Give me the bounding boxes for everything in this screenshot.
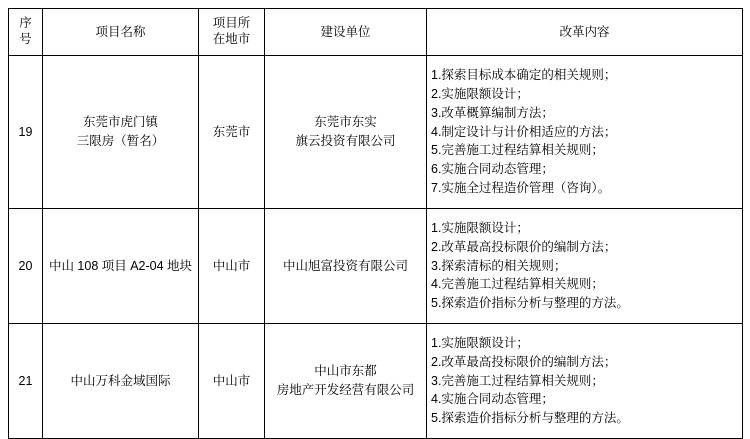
project-name-line: 中山 108 项目 A2-04 地块 <box>48 258 193 273</box>
row-number: 21 <box>9 324 43 439</box>
table-header-row <box>9 9 743 56</box>
reform-content-line: 4.制定设计与计价相适应的方法； <box>431 124 617 139</box>
table-body <box>9 56 743 439</box>
reform-content-line: 1.实施限额设计； <box>431 221 529 236</box>
column-header-no-line-2: 号 <box>19 32 32 46</box>
reform-content-line: 3.探索清标的相关规则； <box>431 258 567 273</box>
project-name-line: 三限房（暂名） <box>76 134 165 148</box>
reform-content-line: 2.实施限额设计； <box>431 87 529 102</box>
row-number: 20 <box>9 209 43 324</box>
column-header-no <box>9 9 43 56</box>
project-city: 中山市 <box>199 324 265 439</box>
project-name-line: 中山万科金域国际 <box>70 373 171 388</box>
table-row <box>9 56 743 209</box>
column-header-reform-content: 改革内容 <box>427 9 743 56</box>
reform-content-line: 4.实施合同动态管理； <box>431 392 554 407</box>
project-name <box>43 56 199 209</box>
table-header <box>9 9 743 56</box>
table-row <box>9 324 743 439</box>
construction-unit-line: 东莞市东实 <box>314 115 377 130</box>
project-city: 中山市 <box>199 209 265 324</box>
construction-unit-line: 旗云投资有限公司 <box>295 134 396 148</box>
reform-content-line: 2.改革最高投标限价的编制方法； <box>431 239 617 254</box>
column-header-city-line-1: 项目所 <box>212 16 251 31</box>
column-header-project-name: 项目名称 <box>43 9 199 56</box>
column-header-no-line-1: 序 <box>19 16 32 31</box>
project-name-line: 东莞市虎门镇 <box>82 115 158 130</box>
project-city: 东莞市 <box>199 56 265 209</box>
reform-content-line: 6.实施合同动态管理； <box>431 162 554 177</box>
reform-projects-table <box>8 8 743 439</box>
construction-unit <box>265 324 427 439</box>
column-header-construction-unit: 建设单位 <box>265 9 427 56</box>
column-header-city-line-2: 在地市 <box>212 32 251 46</box>
construction-unit <box>265 209 427 324</box>
reform-content-line: 5.探索造价指标分析与整理的方法。 <box>431 296 629 311</box>
reform-content-line: 5.完善施工过程结算相关规则； <box>431 143 604 158</box>
reform-content-line: 5.探索造价指标分析与整理的方法。 <box>431 411 629 426</box>
table-row <box>9 209 743 324</box>
reform-content-line: 3.完善施工过程结算相关规则； <box>431 373 604 388</box>
construction-unit-line: 中山旭富投资有限公司 <box>282 258 408 273</box>
construction-unit-line: 房地产开发经营有限公司 <box>276 383 415 397</box>
column-header-city <box>199 9 265 56</box>
reform-content <box>427 56 743 209</box>
construction-unit-line: 中山市东都 <box>314 364 377 379</box>
project-name <box>43 324 199 439</box>
reform-content-line: 4.完善施工过程结算相关规则； <box>431 277 604 292</box>
construction-unit <box>265 56 427 209</box>
reform-content-line: 2.改革最高投标限价的编制方法； <box>431 354 617 369</box>
reform-content-line: 3.改革概算编制方法； <box>431 105 554 120</box>
reform-content <box>427 324 743 439</box>
project-name <box>43 209 199 324</box>
reform-content-line: 1.探索目标成本确定的相关规则； <box>431 68 617 83</box>
reform-content-line: 1.实施限额设计； <box>431 336 529 351</box>
reform-content <box>427 209 743 324</box>
reform-content-line: 7.实施全过程造价管理（咨询）。 <box>431 180 611 195</box>
row-number: 19 <box>9 56 43 209</box>
